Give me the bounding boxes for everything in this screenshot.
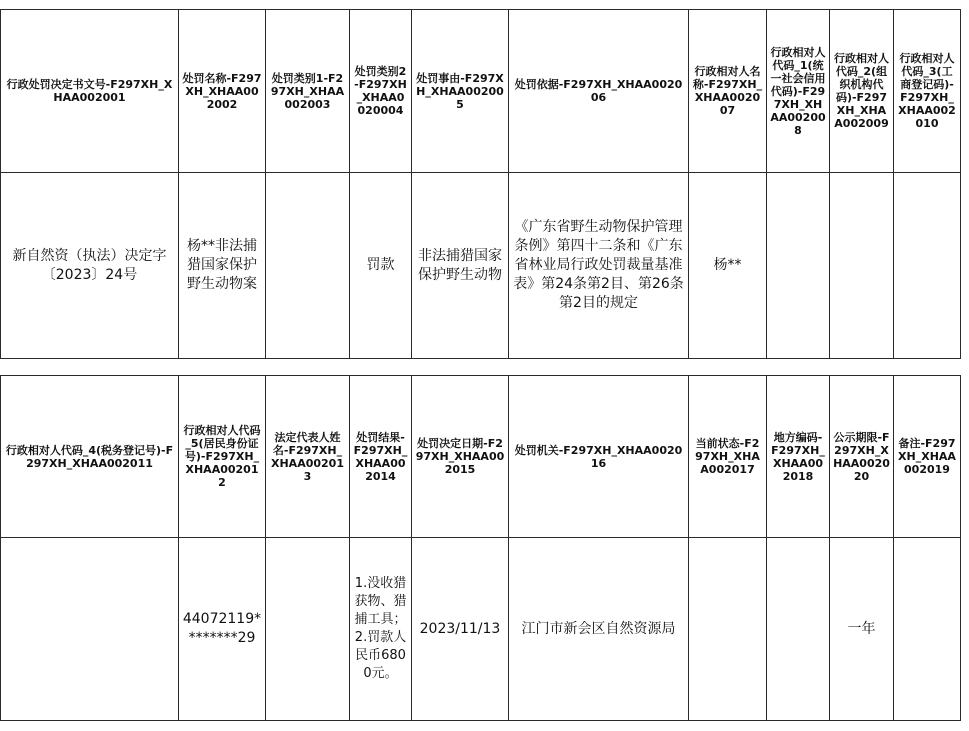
penalty-result-cell[interactable]: 1.没收猎获物、猎捕工具；2.罚款人民币6800元。 (350, 538, 412, 721)
local-code-cell[interactable] (767, 538, 830, 721)
penalty-authority-cell[interactable]: 江门市新会区自然资源局 (509, 538, 689, 721)
data-row (1, 173, 961, 359)
header-cell[interactable]: 行政相对人名称-F297XH_XHAA002007 (689, 10, 767, 173)
publicity-period-cell[interactable]: 一年 (830, 538, 894, 721)
tax-registration-cell[interactable] (1, 538, 179, 721)
header-cell[interactable]: 处罚类别2-F297XH_XHAA0020004 (350, 10, 412, 173)
id-number-cell[interactable]: 44072119********29 (179, 538, 266, 721)
penalty-table-bottom (0, 375, 961, 721)
remarks-cell[interactable] (894, 538, 961, 721)
decision-date-cell[interactable]: 2023/11/13 (412, 538, 509, 721)
header-row (1, 376, 961, 538)
header-cell[interactable]: 处罚事由-F297XH_XHAA002005 (412, 10, 509, 173)
header-cell[interactable]: 处罚依据-F297XH_XHAA002006 (509, 10, 689, 173)
penalty-table-top (0, 9, 961, 359)
header-row (1, 10, 961, 173)
counterpart-code1-cell[interactable] (767, 173, 830, 359)
header-cell[interactable]: 地方编码-F297XH_XHAA002018 (767, 376, 830, 538)
current-status-cell[interactable] (689, 538, 767, 721)
header-cell[interactable]: 行政相对人代码_1(统一社会信用代码)-F297XH_XHAA002008 (767, 10, 830, 173)
penalty-name-cell[interactable]: 杨**非法捕猎国家保护野生动物案 (179, 173, 266, 359)
penalty-reason-cell[interactable]: 非法捕猎国家保护野生动物 (412, 173, 509, 359)
data-row (1, 538, 961, 721)
penalty-basis-cell[interactable]: 《广东省野生动物保护管理条例》第四十二条和《广东省林业局行政处罚裁量基准表》第24条第2目、第26条第2目的规定 (509, 173, 689, 359)
header-cell[interactable]: 处罚决定日期-F297XH_XHAA002015 (412, 376, 509, 538)
decision-number-cell[interactable]: 新自然资（执法）决定字〔2023〕24号 (1, 173, 179, 359)
counterpart-code2-cell[interactable] (830, 173, 894, 359)
header-cell[interactable]: 处罚机关-F297XH_XHAA002016 (509, 376, 689, 538)
penalty-category2-cell[interactable]: 罚款 (350, 173, 412, 359)
header-cell[interactable]: 公示期限-F297XH_XHAA002020 (830, 376, 894, 538)
counterpart-code3-cell[interactable] (894, 173, 961, 359)
penalty-category1-cell[interactable] (266, 173, 350, 359)
header-cell[interactable]: 行政相对人代码_2(组织机构代码)-F297XH_XHAA002009 (830, 10, 894, 173)
header-cell[interactable]: 处罚结果-F297XH_XHAA002014 (350, 376, 412, 538)
header-cell[interactable]: 备注-F297XH_XHAA002019 (894, 376, 961, 538)
header-cell[interactable]: 行政相对人代码_5(居民身份证号)-F297XH_XHAA002012 (179, 376, 266, 538)
counterpart-name-cell[interactable]: 杨** (689, 173, 767, 359)
header-cell[interactable]: 行政相对人代码_4(税务登记号)-F297XH_XHAA002011 (1, 376, 179, 538)
legal-representative-cell[interactable] (266, 538, 350, 721)
header-cell[interactable]: 行政相对人代码_3(工商登记码)-F297XH_XHAA002010 (894, 10, 961, 173)
header-cell[interactable]: 当前状态-F297XH_XHAA002017 (689, 376, 767, 538)
header-cell[interactable]: 法定代表人姓名-F297XH_XHAA002013 (266, 376, 350, 538)
header-cell[interactable]: 行政处罚决定书文号-F297XH_XHAA002001 (1, 10, 179, 173)
header-cell[interactable]: 处罚类别1-F297XH_XHAA002003 (266, 10, 350, 173)
header-cell[interactable]: 处罚名称-F297XH_XHAA002002 (179, 10, 266, 173)
